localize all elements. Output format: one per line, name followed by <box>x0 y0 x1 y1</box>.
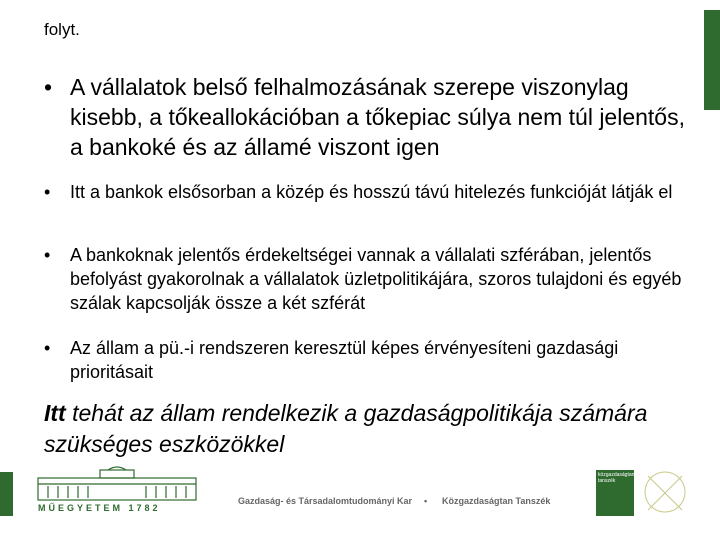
continuation-label: folyt. <box>44 20 80 39</box>
bullet-icon: • <box>44 245 51 265</box>
sub-bullet-text: A bankoknak jelentős érdekeltségei vannak a vállalati szférában, jelentős befolyást gyakorolnak a vállalatok üzletpolitikájára, szoros tulajdoni és egyéb szálak kapcsolják össze a két szférát <box>70 245 682 313</box>
conclusion-text: tehát az állam rendelkezik a gazdaságpolitikája számára szükséges eszközökkel <box>44 400 648 457</box>
sub-bullet-text: Itt a bankok elsősorban a közép és hosszú távú hitelezés funkcióját látják el <box>70 182 673 202</box>
main-bullet-text: A vállalatok belső felhalmozásának szerepe viszonylag kisebb, a tőkeallokációban a tőkepiac súlya nem túl jelentős, a bankoké és az államé viszont igen <box>70 74 685 160</box>
bullet-icon: • <box>44 74 53 100</box>
bullet-icon: • <box>44 182 51 202</box>
department-name: Közgazdaságtan Tanszék <box>442 496 551 506</box>
conclusion <box>44 398 684 460</box>
university-name: MŰEGYETEM 1782 <box>38 503 161 513</box>
bullet-icon: • <box>44 338 51 358</box>
faculty-name: Gazdaság- és Társadalomtudományi Kar <box>238 496 413 506</box>
conclusion-emphasis: Itt <box>44 400 66 426</box>
sub-bullet-text: Az állam a pü.-i rendszeren keresztül képes érvényesíteni gazdasági prioritásait <box>70 338 619 382</box>
accent-bar-right <box>704 10 720 110</box>
department-logo-box <box>596 470 634 516</box>
department-logo-label: közgazdaságtan tanszék <box>598 472 635 484</box>
footer-separator: • <box>424 496 428 506</box>
